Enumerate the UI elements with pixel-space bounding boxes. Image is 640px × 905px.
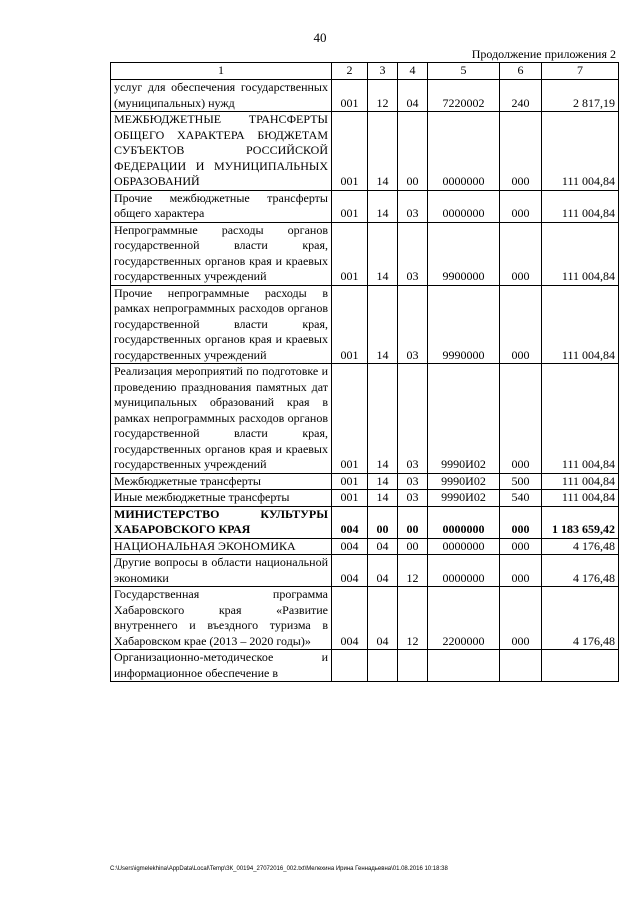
row-name-cell: МЕЖБЮДЖЕТНЫЕ ТРАНСФЕРТЫ ОБЩЕГО ХАРАКТЕРА БЮДЖЕТАМ СУБЪЕКТОВ РОССИЙСКОЙ ФЕДЕРАЦИИ И МУНИЦИПАЛЬНЫХ ОБРАЗОВАНИЙ [111, 112, 332, 191]
row-name-cell: Реализация мероприятий по подготовке и проведению празднования памятных дат муниципальных образований края в рамках непрограммных расходов органов государственной власти края, государственных органов края и краевых государственных учреждений [111, 364, 332, 474]
row-code-target [428, 650, 500, 682]
row-code-target: 0000000 [428, 190, 500, 222]
row-code-target: 9990000 [428, 285, 500, 364]
row-code-expense-type: 000 [500, 587, 542, 650]
table-row [111, 285, 619, 364]
row-amount: 4 176,48 [542, 555, 619, 587]
row-name-cell: МИНИСТЕРСТВО КУЛЬТУРЫ ХАБАРОВСКОГО КРАЯ [111, 506, 332, 538]
header-col-7: 7 [542, 63, 619, 80]
row-name-cell: Прочие межбюджетные трансферты общего характера [111, 190, 332, 222]
row-code-section: 14 [368, 473, 398, 490]
table-row [111, 190, 619, 222]
row-amount: 1 183 659,42 [542, 506, 619, 538]
row-code-target: 9900000 [428, 222, 500, 285]
row-code-section: 04 [368, 587, 398, 650]
row-code-expense-type: 000 [500, 555, 542, 587]
row-code-expense-type: 240 [500, 80, 542, 112]
row-name-cell: Непрограммные расходы органов государственной власти края, государственных органов края и краевых государственных учреждений [111, 222, 332, 285]
row-name-cell: Организационно-методическое и информационное обеспечение в [111, 650, 332, 682]
row-name-cell: НАЦИОНАЛЬНАЯ ЭКОНОМИКА [111, 538, 332, 555]
row-code-subsection: 00 [398, 506, 428, 538]
row-amount: 111 004,84 [542, 222, 619, 285]
table-header-row [111, 63, 619, 80]
row-code-section: 14 [368, 222, 398, 285]
row-name-cell: Другие вопросы в области национальной экономики [111, 555, 332, 587]
header-col-5: 5 [428, 63, 500, 80]
table-row [111, 222, 619, 285]
row-code-subsection: 03 [398, 222, 428, 285]
table-row [111, 538, 619, 555]
row-name-cell: Прочие непрограммные расходы в рамках непрограммных расходов органов государственной власти края, государственных органов края и краевых государственных учреждений [111, 285, 332, 364]
row-amount: 111 004,84 [542, 490, 619, 507]
row-code-subsection: 03 [398, 190, 428, 222]
row-code-expense-type: 000 [500, 285, 542, 364]
row-code-target: 0000000 [428, 555, 500, 587]
row-code-section: 14 [368, 112, 398, 191]
table-row [111, 112, 619, 191]
row-code-subsection [398, 650, 428, 682]
row-amount: 2 817,19 [542, 80, 619, 112]
row-code-section [368, 650, 398, 682]
table-body [111, 63, 619, 682]
row-code-subsection: 00 [398, 112, 428, 191]
row-code-ministry: 004 [332, 506, 368, 538]
row-code-ministry: 001 [332, 80, 368, 112]
row-amount: 4 176,48 [542, 538, 619, 555]
row-code-expense-type: 000 [500, 364, 542, 474]
row-code-expense-type: 000 [500, 222, 542, 285]
header-col-4: 4 [398, 63, 428, 80]
row-code-ministry: 004 [332, 538, 368, 555]
table-row [111, 506, 619, 538]
row-code-section: 14 [368, 190, 398, 222]
row-code-section: 14 [368, 285, 398, 364]
row-code-ministry: 004 [332, 555, 368, 587]
row-code-target: 2200000 [428, 587, 500, 650]
row-code-target: 9990И02 [428, 490, 500, 507]
row-name-cell: Межбюджетные трансферты [111, 473, 332, 490]
row-code-ministry: 001 [332, 364, 368, 474]
row-code-ministry: 001 [332, 222, 368, 285]
table-row [111, 555, 619, 587]
row-code-section: 12 [368, 80, 398, 112]
header-col-6: 6 [500, 63, 542, 80]
row-amount [542, 650, 619, 682]
row-code-ministry: 001 [332, 112, 368, 191]
row-amount: 111 004,84 [542, 285, 619, 364]
row-code-section: 04 [368, 555, 398, 587]
row-code-section: 14 [368, 364, 398, 474]
row-code-subsection: 04 [398, 80, 428, 112]
row-amount: 4 176,48 [542, 587, 619, 650]
row-code-subsection: 12 [398, 555, 428, 587]
page-number: 40 [313, 30, 327, 45]
row-code-expense-type: 000 [500, 538, 542, 555]
row-code-expense-type: 000 [500, 190, 542, 222]
row-code-ministry: 001 [332, 473, 368, 490]
row-amount: 111 004,84 [542, 112, 619, 191]
table-row [111, 473, 619, 490]
row-code-subsection: 03 [398, 490, 428, 507]
header-col-2: 2 [332, 63, 368, 80]
budget-table [110, 62, 619, 682]
row-code-ministry [332, 650, 368, 682]
row-code-ministry: 004 [332, 587, 368, 650]
row-code-section: 04 [368, 538, 398, 555]
row-code-target: 9990И02 [428, 364, 500, 474]
row-code-expense-type: 500 [500, 473, 542, 490]
row-code-subsection: 03 [398, 473, 428, 490]
file-path-footer: C:\Users\igmelekhina\AppData\Local\Temp\ЗК_00194_27072016_002.txt\Мелехина Ирина Геннадьевна\01.08.2016 10:18:38 [110, 866, 448, 872]
row-code-target: 0000000 [428, 506, 500, 538]
row-code-ministry: 001 [332, 285, 368, 364]
row-code-subsection: 03 [398, 364, 428, 474]
row-code-target: 0000000 [428, 538, 500, 555]
header-col-1: 1 [111, 63, 332, 80]
row-code-target: 0000000 [428, 112, 500, 191]
appendix-continuation-note: Продолжение приложения 2 [471, 47, 616, 61]
row-code-ministry: 001 [332, 490, 368, 507]
table-row [111, 364, 619, 474]
row-code-target: 9990И02 [428, 473, 500, 490]
header-col-3: 3 [368, 63, 398, 80]
table-row [111, 490, 619, 507]
row-code-expense-type: 000 [500, 506, 542, 538]
row-code-subsection: 12 [398, 587, 428, 650]
row-code-subsection: 03 [398, 285, 428, 364]
row-code-expense-type: 000 [500, 112, 542, 191]
row-amount: 111 004,84 [542, 364, 619, 474]
row-name-cell: Государственная программа Хабаровского края «Развитие внутреннего и въездного туризма в Хабаровском крае (2013 – 2020 годы)» [111, 587, 332, 650]
row-code-section: 14 [368, 490, 398, 507]
row-amount: 111 004,84 [542, 190, 619, 222]
row-code-expense-type: 540 [500, 490, 542, 507]
table-row [111, 80, 619, 112]
row-code-section: 00 [368, 506, 398, 538]
table-row [111, 587, 619, 650]
row-name-cell: услуг для обеспечения государственных (муниципальных) нужд [111, 80, 332, 112]
row-amount: 111 004,84 [542, 473, 619, 490]
row-code-ministry: 001 [332, 190, 368, 222]
row-code-expense-type [500, 650, 542, 682]
row-name-cell: Иные межбюджетные трансферты [111, 490, 332, 507]
table-row [111, 650, 619, 682]
row-code-subsection: 00 [398, 538, 428, 555]
row-code-target: 7220002 [428, 80, 500, 112]
